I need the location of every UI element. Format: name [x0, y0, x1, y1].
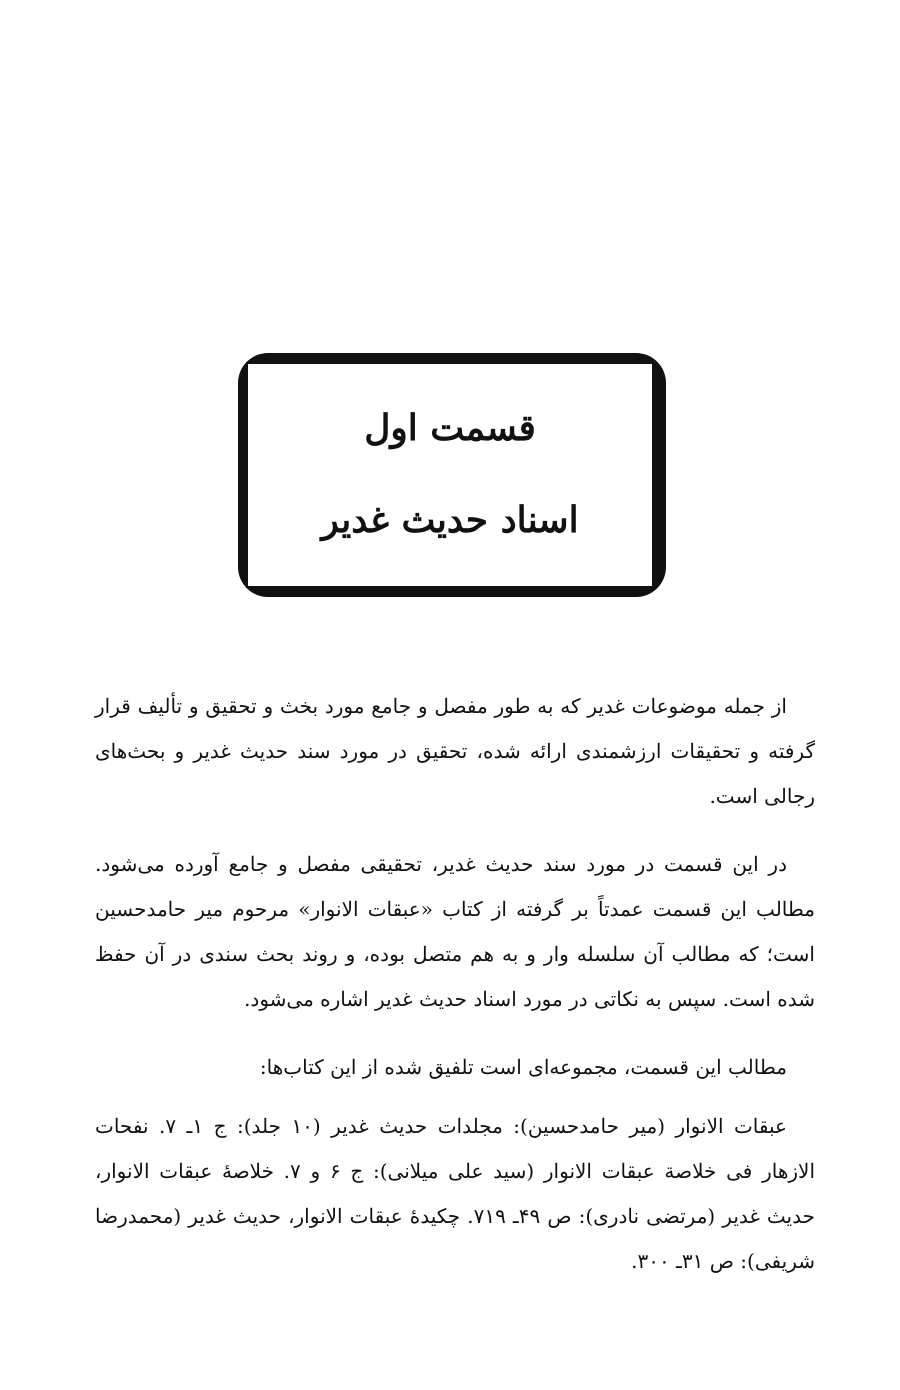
- paragraph-text: از جمله موضوعات غدیر که به طور مفصل و جامع مورد بخث و تحقیق و تألیف قرار گرفته و تحقیقات ارزشمندی ارائه شده، تحقیق در مورد سند حدیث غدیر و بحث‌های رجالی است.: [95, 694, 815, 808]
- part-label: قسمت اول: [364, 407, 536, 449]
- paragraph-text: مطالب این قسمت، مجموعه‌ای است تلفیق شده از این کتاب‌ها:: [259, 1055, 787, 1079]
- body-paragraph-1: [95, 684, 815, 819]
- body-paragraph-4: [95, 1104, 815, 1284]
- body-paragraph-3: [95, 1045, 815, 1090]
- body-paragraph-2: [95, 842, 815, 1022]
- part-title: اسناد حدیث غدیر: [321, 499, 579, 541]
- paragraph-text: در این قسمت در مورد سند حدیث غدیر، تحقیقی مفصل و جامع آورده می‌شود. مطالب این قسمت عمدتاً بر گرفته از کتاب «عبقات الانوار» مرحوم میر حامدحسین است؛ که مطالب آن سلسله وار و به هم متصل بوده، و روند بحث سندی در آن حفظ شده است. سپس به نکاتی در مورد اسناد حدیث غدیر اشاره می‌شود.: [95, 852, 815, 1011]
- paragraph-text: عبقات الانوار (میر حامدحسین): مجلدات حدیث غدیر (۱۰ جلد): ج ۱ـ ۷. نفحات الازهار فی خلاصة عبقات الانوار (سید علی میلانی): ج ۶ و ۷. خلاصهٔ عبقات الانوار، حدیث غدیر (مرتضی نادری): ص ۴۹ـ ۷۱۹. چکیدهٔ عبقات الانوار، حدیث غدیر (محمدرضا شریفی): ص ۳۱ـ ۳۰۰.: [95, 1114, 815, 1273]
- title-box: [246, 362, 654, 588]
